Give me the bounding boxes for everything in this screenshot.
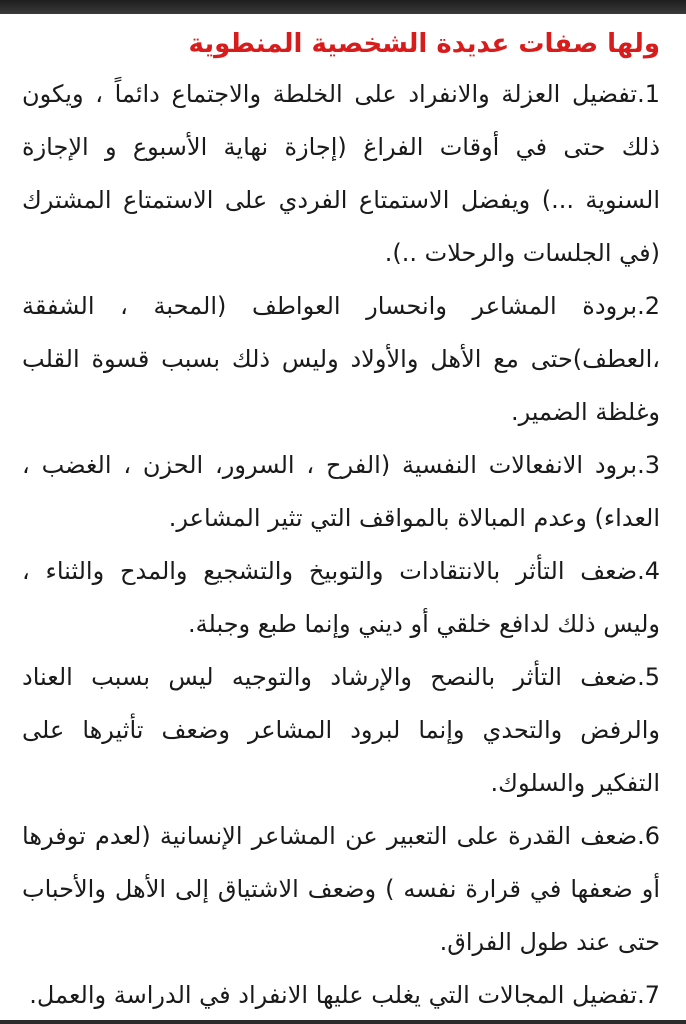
- top-edge-bar: [0, 0, 686, 14]
- item-text: ضعف التأثر بالنصح والإرشاد والتوجيه ليس بسبب العناد والرفض والتحدي وإنما لبرود المشاعر وضعف تأثيرها على التفكير والسلوك.: [22, 663, 660, 797]
- list-item-2: [22, 280, 660, 439]
- item-text: تفضيل المجالات التي يغلب عليها الانفراد في الدراسة والعمل.: [29, 981, 638, 1009]
- item-number: 5.: [637, 663, 660, 691]
- item-number: 7.: [637, 981, 660, 1009]
- list-item-7: [22, 969, 660, 1020]
- list-item-5: [22, 651, 660, 810]
- item-number: 4.: [637, 557, 660, 585]
- item-number: 2.: [637, 292, 660, 320]
- bottom-edge-bar: [0, 1020, 686, 1024]
- item-text: برودة المشاعر وانحسار العواطف (المحبة ، الشفقة ،العطف)حتى مع الأهل والأولاد وليس ذلك بسبب قسوة القلب وغلظة الضمير.: [22, 292, 660, 426]
- item-text: ضعف القدرة على التعبير عن المشاعر الإنسانية (لعدم توفرها أو ضعفها في قرارة نفسه ) وضعف الاشتياق إلى الأهل والأحباب حتى عند طول الفراق.: [22, 822, 660, 956]
- list-item-1: [22, 68, 660, 280]
- list-item-3: [22, 439, 660, 545]
- item-text: برود الانفعالات النفسية (الفرح ، السرور، الحزن ، الغضب ، العداء) وعدم المبالاة بالمواقف التي تثير المشاعر.: [22, 451, 660, 532]
- item-text: تفضيل العزلة والانفراد على الخلطة والاجتماع دائماً ، ويكون ذلك حتى في أوقات الفراغ (إجازة نهاية الأسبوع و الإجازة السنوية ...) ويفضل الاستمتاع الفردي على الاستمتاع المشترك (في الجلسات والرحلات ..).: [22, 80, 660, 267]
- item-number: 6.: [637, 822, 660, 850]
- list-item-4: [22, 545, 660, 651]
- page-title: ولها صفات عديدة الشخصية المنطوية: [188, 29, 660, 59]
- document-body: [0, 14, 686, 1020]
- item-number: 3.: [637, 451, 660, 479]
- list-item-6: [22, 810, 660, 969]
- item-number: 1.: [637, 80, 660, 108]
- item-text: ضعف التأثر بالانتقادات والتوبيخ والتشجيع والمدح والثناء ، وليس ذلك لدافع خلقي أو ديني وإنما طبع وجبلة.: [22, 557, 660, 638]
